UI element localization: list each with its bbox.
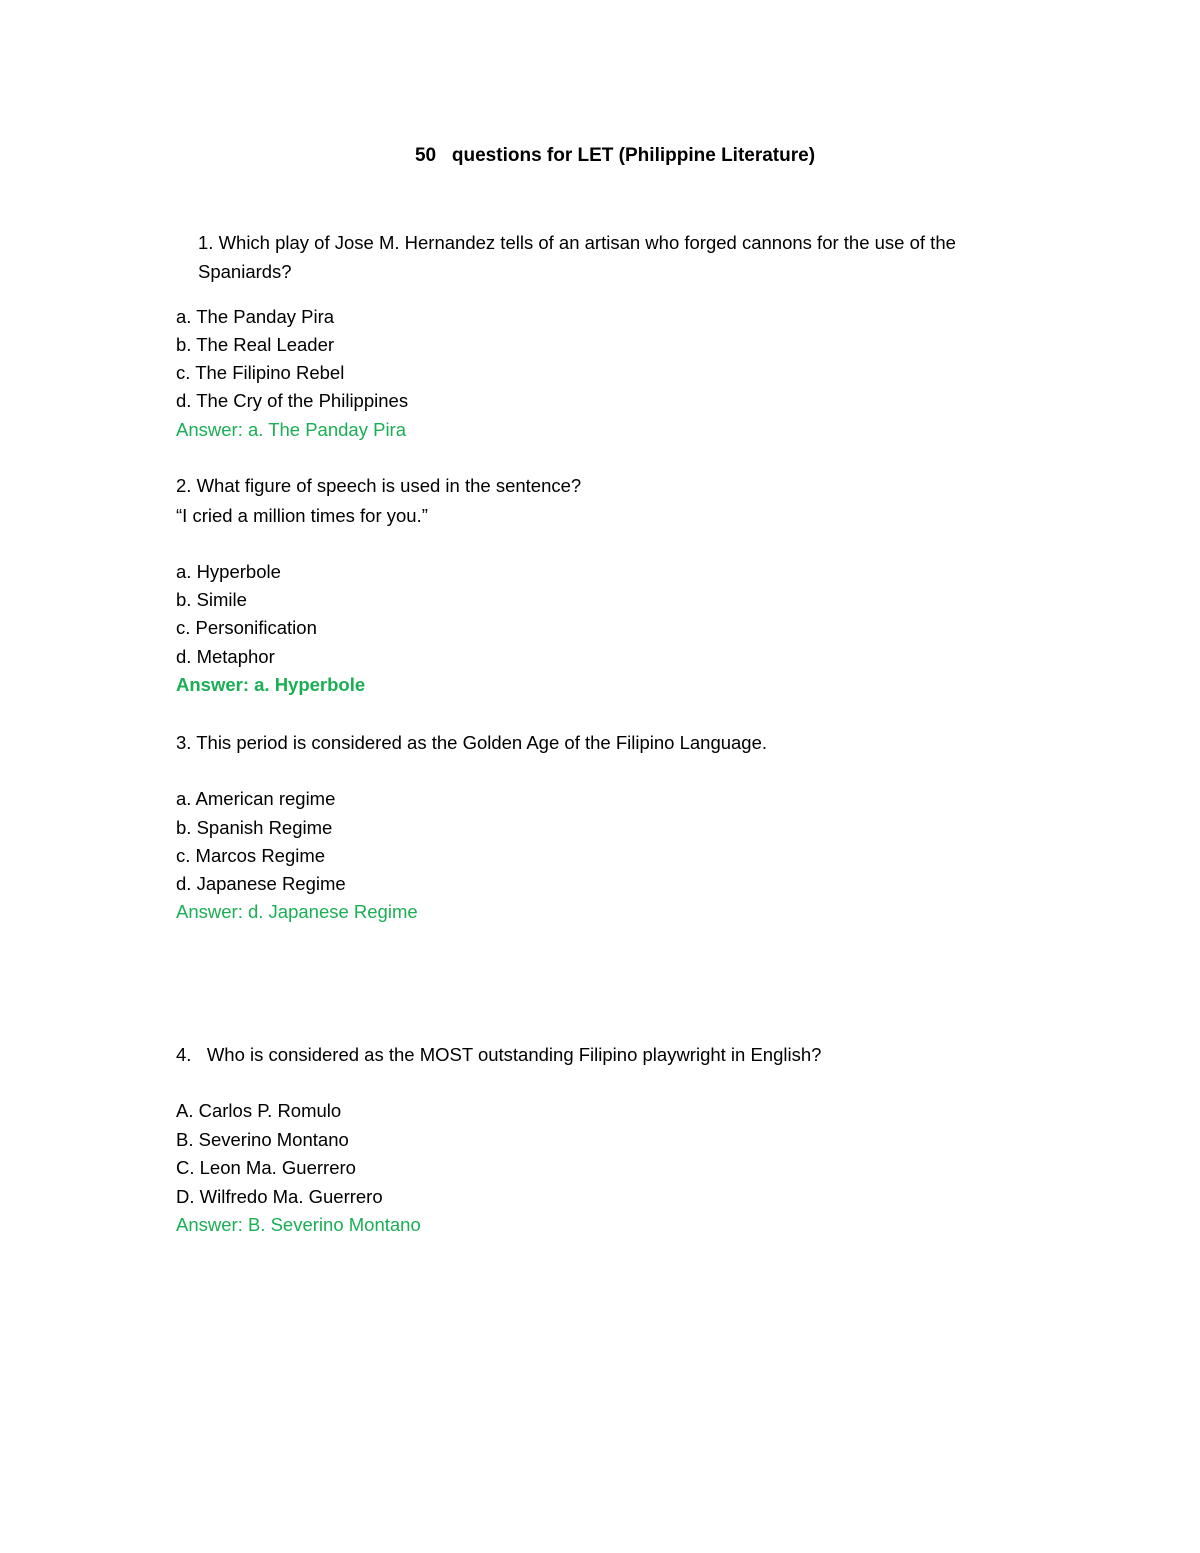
question-3-prompt: 3. This period is considered as the Golden Age of the Filipino Language. — [176, 732, 768, 753]
question-3-option-b: b. Spanish Regime — [176, 817, 333, 838]
question-4-prompt: 4. Who is considered as the MOST outstanding Filipino playwright in English? — [176, 1044, 822, 1065]
question-1-option-d: d. The Cry of the Philippines — [176, 390, 409, 411]
question-1-option-a: a. The Panday Pira — [176, 306, 335, 327]
question-2-option-c: c. Personification — [176, 617, 317, 638]
question-3-option-d: d. Japanese Regime — [176, 873, 346, 894]
question-1-prompt-line-1: 1. Which play of Jose M. Hernandez tells of an artisan who forged cannons for the use of the — [198, 232, 956, 253]
question-4-option-a: A. Carlos P. Romulo — [176, 1100, 342, 1121]
question-2-option-b: b. Simile — [176, 589, 247, 610]
question-1-prompt-line-2: Spaniards? — [198, 261, 292, 282]
question-2-option-d: d. Metaphor — [176, 646, 275, 667]
question-4-option-b: B. Severino Montano — [176, 1129, 349, 1150]
question-2-answer: Answer: a. Hyperbole — [176, 674, 366, 695]
question-1-option-b: b. The Real Leader — [176, 334, 335, 355]
document-title: 50 questions for LET (Philippine Literature) — [414, 145, 816, 166]
question-4-option-d: D. Wilfredo Ma. Guerrero — [176, 1186, 383, 1207]
question-3-option-a: a. American regime — [176, 788, 336, 809]
question-1-option-c: c. The Filipino Rebel — [176, 362, 345, 383]
question-3-option-c: c. Marcos Regime — [176, 845, 326, 866]
question-2-option-a: a. Hyperbole — [176, 561, 281, 582]
question-2-prompt-line-1: 2. What figure of speech is used in the sentence? — [176, 475, 582, 496]
question-2-quote: “I cried a million times for you.” — [176, 505, 428, 526]
question-4-answer: Answer: B. Severino Montano — [176, 1214, 421, 1235]
question-4-option-c: C. Leon Ma. Guerrero — [176, 1157, 356, 1178]
question-3-answer: Answer: d. Japanese Regime — [176, 901, 418, 922]
question-1-answer: Answer: a. The Panday Pira — [176, 419, 407, 440]
